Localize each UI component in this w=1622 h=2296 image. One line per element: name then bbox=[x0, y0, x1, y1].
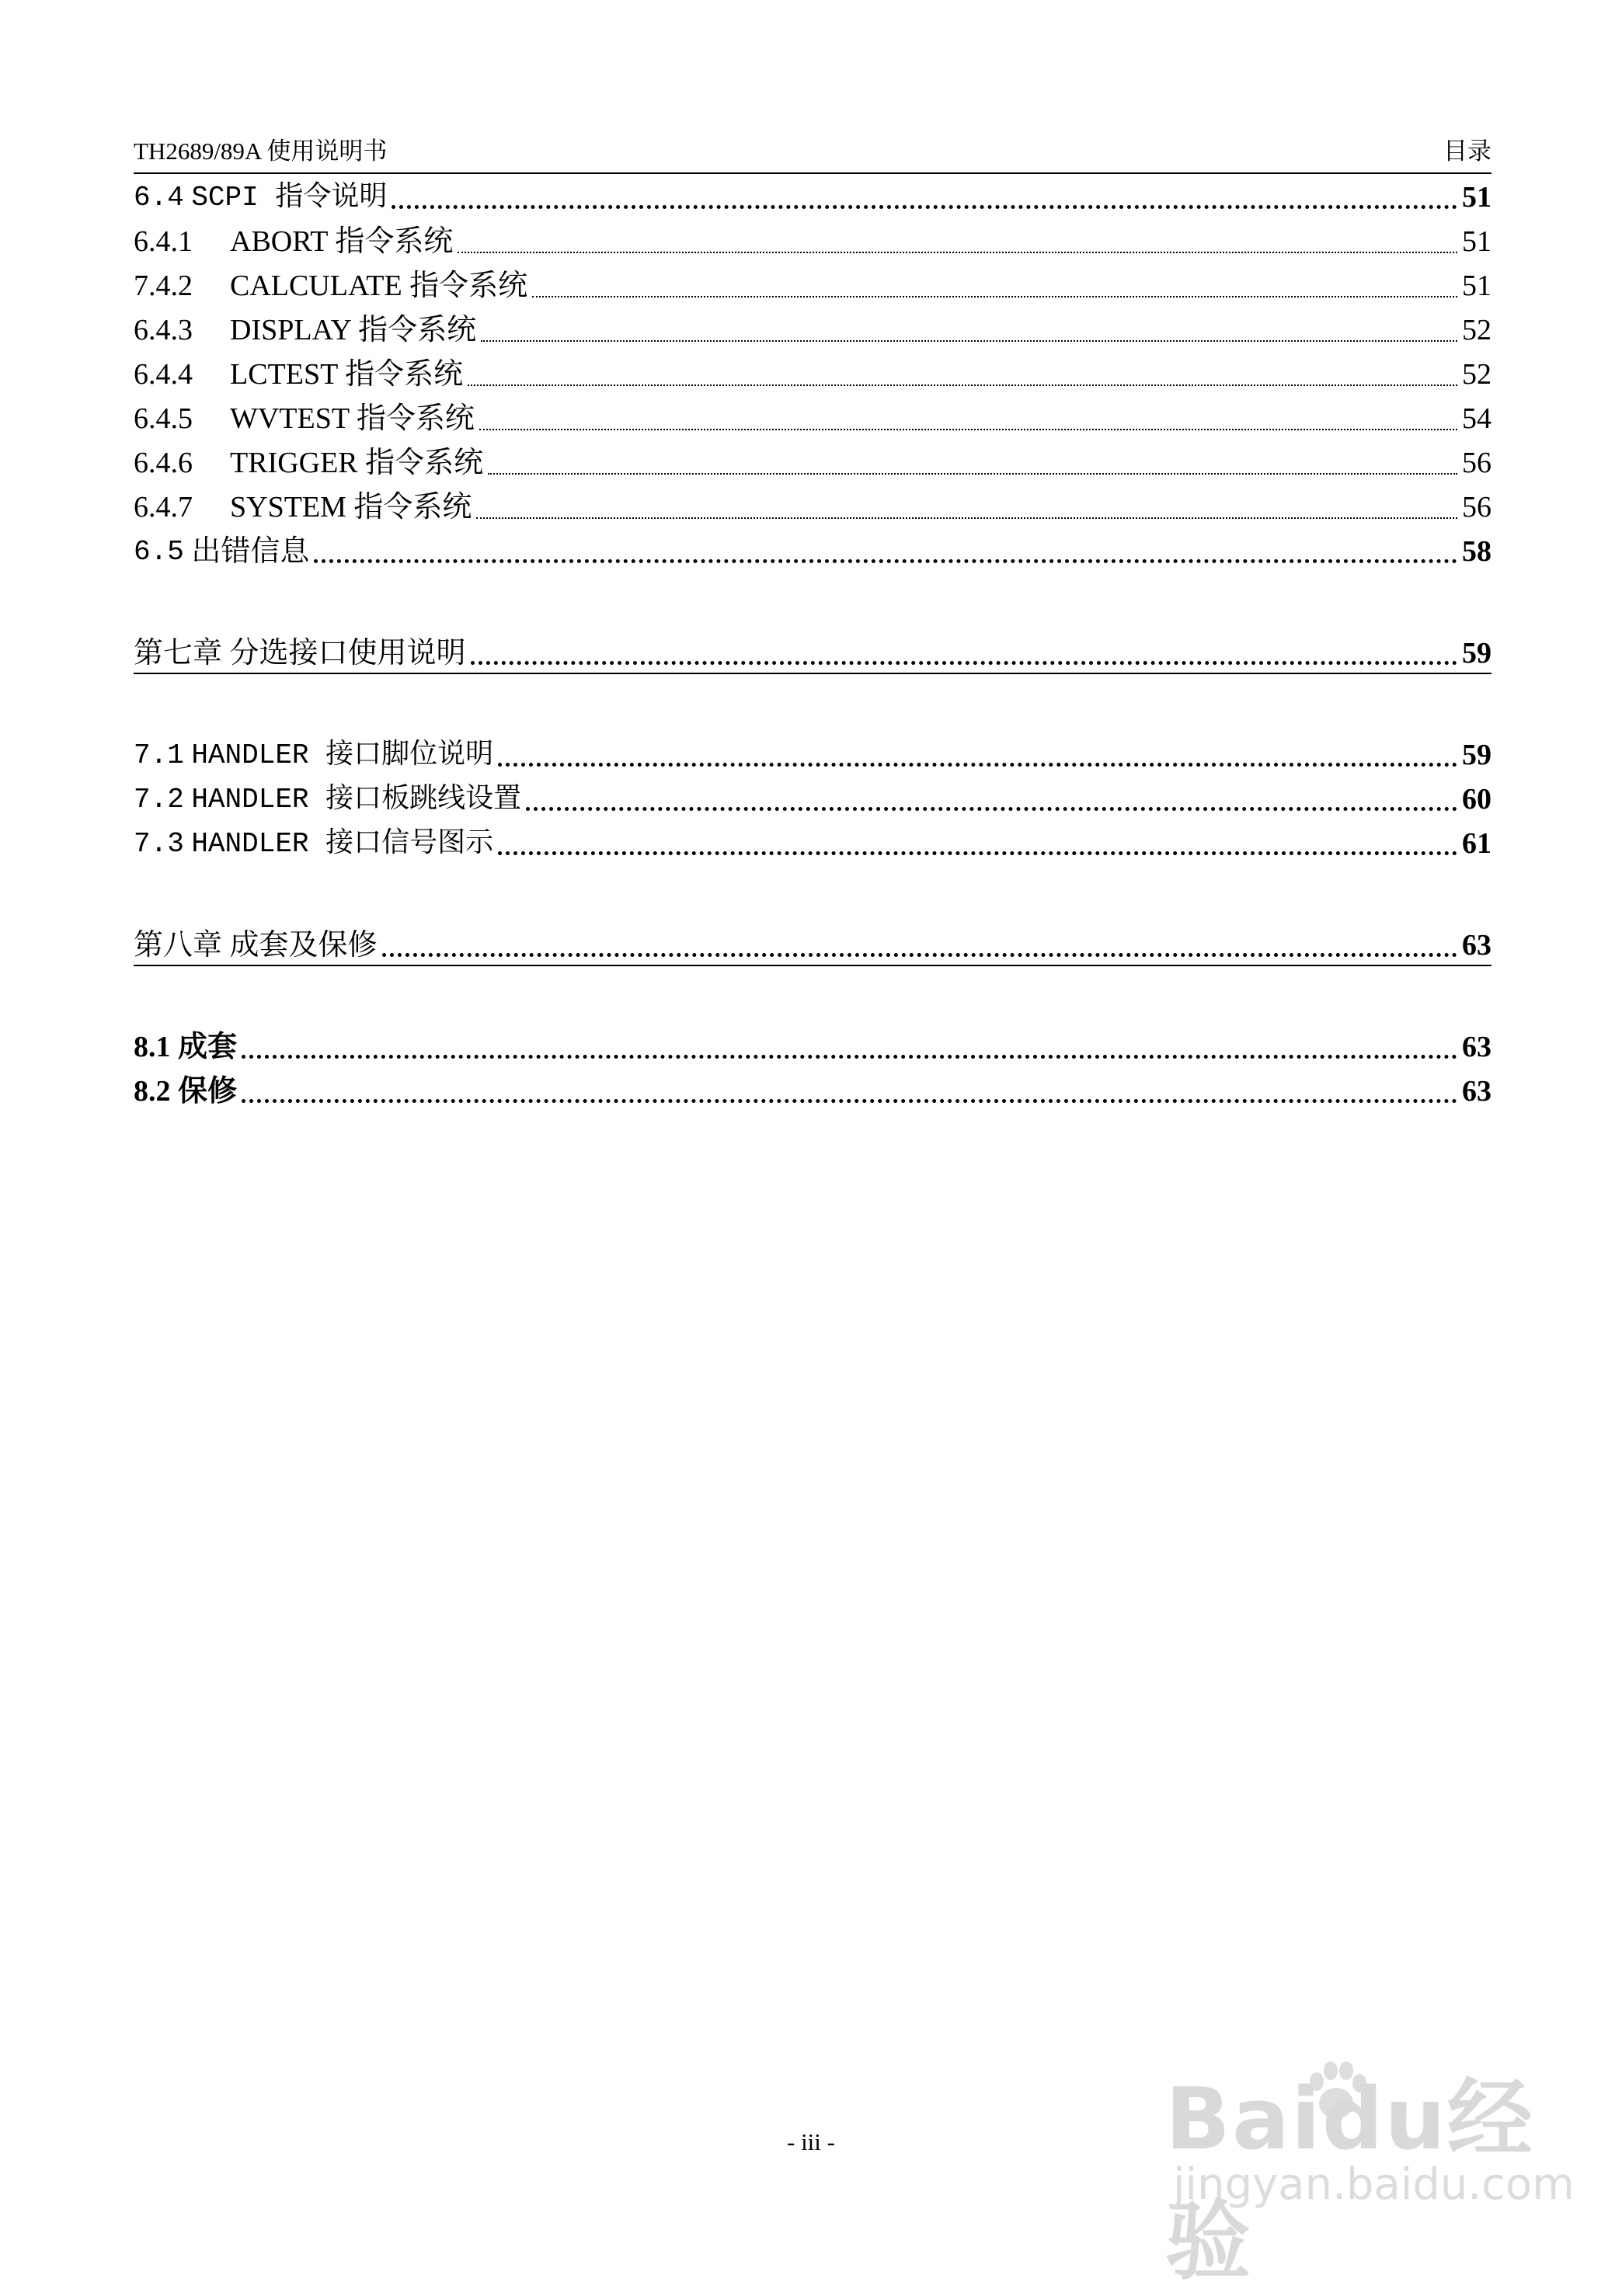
toc-chapter-7[interactable] bbox=[134, 631, 1491, 676]
watermark-logo: Baidu经验 bbox=[1165, 2069, 1534, 2291]
page-header bbox=[134, 130, 1491, 174]
toc-title: SYSTEM 指令系统 bbox=[230, 491, 472, 524]
section-gap bbox=[134, 574, 1491, 631]
toc-page: 63 bbox=[1462, 929, 1491, 962]
watermark-url: jingyan.baidu.com bbox=[1173, 2159, 1575, 2210]
toc-entry-7-2[interactable] bbox=[134, 778, 1491, 822]
toc-entry-6-4-1[interactable] bbox=[134, 220, 1491, 264]
toc-title: HANDLER 接口板跳线设置 bbox=[191, 784, 522, 816]
toc-title: 保修 bbox=[178, 1075, 238, 1108]
toc-number: 7.3 bbox=[134, 828, 184, 860]
toc-page: 51 bbox=[1462, 181, 1491, 214]
toc-title: 第七章 分选接口使用说明 bbox=[134, 637, 466, 670]
toc-leader bbox=[526, 807, 1457, 811]
toc-number: 7.1 bbox=[134, 739, 184, 771]
toc-leader bbox=[382, 953, 1457, 957]
toc-title: 成套 bbox=[178, 1031, 238, 1063]
toc-chapter-8[interactable] bbox=[134, 924, 1491, 968]
toc-number: 6.4.5 bbox=[134, 402, 193, 435]
toc-entry-6-4[interactable] bbox=[134, 176, 1491, 220]
toc-entry-6-4-4[interactable] bbox=[134, 353, 1491, 397]
toc-leader bbox=[242, 1099, 1457, 1103]
toc-leader bbox=[488, 473, 1457, 475]
toc-page: 54 bbox=[1462, 402, 1491, 435]
toc-leader bbox=[242, 1055, 1457, 1059]
toc-page: 61 bbox=[1462, 827, 1491, 860]
toc-leader bbox=[481, 340, 1457, 342]
toc-entry-6-4-3[interactable] bbox=[134, 308, 1491, 353]
toc-page: 63 bbox=[1462, 1075, 1491, 1108]
toc-title: DISPLAY 指令系统 bbox=[230, 314, 477, 346]
section-gap bbox=[134, 968, 1491, 1025]
toc-title: 出错信息 bbox=[191, 535, 310, 568]
toc-page: 56 bbox=[1462, 447, 1491, 479]
section-gap bbox=[134, 866, 1491, 924]
toc-page: 59 bbox=[1462, 637, 1491, 670]
toc-number: 6.5 bbox=[134, 536, 184, 568]
toc-number: 6.4.4 bbox=[134, 358, 193, 391]
toc-title: WVTEST 指令系统 bbox=[230, 402, 475, 435]
toc-leader bbox=[314, 559, 1457, 563]
toc-title: 第八章 成套及保修 bbox=[134, 929, 378, 962]
toc-entry-7-4-2[interactable] bbox=[134, 264, 1491, 308]
toc-title: SCPI 指令说明 bbox=[191, 182, 388, 214]
toc-number: 6.4.3 bbox=[134, 314, 193, 346]
page-number: - iii - bbox=[787, 2128, 835, 2155]
baidu-watermark bbox=[1157, 2051, 1575, 2291]
toc-page: 60 bbox=[1462, 783, 1491, 816]
toc-page: 58 bbox=[1462, 535, 1491, 568]
toc-number: 6.4.6 bbox=[134, 447, 193, 479]
toc-leader bbox=[479, 429, 1457, 430]
toc-page: 52 bbox=[1462, 314, 1491, 346]
toc-entry-7-1[interactable] bbox=[134, 733, 1491, 778]
toc-page: 51 bbox=[1462, 270, 1491, 302]
toc-number: 7.4.2 bbox=[134, 270, 193, 302]
table-of-contents bbox=[134, 176, 1491, 1114]
toc-leader bbox=[458, 252, 1457, 253]
toc-number: 6.4.1 bbox=[134, 225, 193, 258]
toc-title: HANDLER 接口脚位说明 bbox=[191, 739, 494, 771]
toc-page: 56 bbox=[1462, 491, 1491, 524]
toc-entry-8-2[interactable] bbox=[134, 1070, 1491, 1114]
toc-leader bbox=[392, 205, 1457, 209]
toc-entry-6-5[interactable] bbox=[134, 530, 1491, 574]
toc-number: 6.4 bbox=[134, 182, 184, 214]
toc-entry-6-4-7[interactable] bbox=[134, 485, 1491, 530]
toc-page: 51 bbox=[1462, 225, 1491, 258]
toc-number: 8.2 bbox=[134, 1075, 171, 1108]
toc-page: 63 bbox=[1462, 1031, 1491, 1063]
toc-leader bbox=[532, 296, 1457, 297]
section-gap bbox=[134, 676, 1491, 733]
toc-title: ABORT 指令系统 bbox=[230, 225, 454, 258]
toc-entry-6-4-6[interactable] bbox=[134, 441, 1491, 485]
toc-leader bbox=[498, 851, 1457, 855]
toc-title: LCTEST 指令系统 bbox=[230, 358, 464, 391]
toc-number: 6.4.7 bbox=[134, 491, 193, 524]
toc-entry-8-1[interactable] bbox=[134, 1025, 1491, 1070]
toc-title: CALCULATE 指令系统 bbox=[230, 270, 528, 302]
toc-entry-6-4-5[interactable] bbox=[134, 397, 1491, 441]
header-section: 目录 bbox=[1443, 137, 1491, 165]
toc-title: TRIGGER 指令系统 bbox=[230, 447, 484, 479]
toc-number: 7.2 bbox=[134, 784, 184, 816]
toc-leader bbox=[476, 517, 1457, 519]
toc-page: 59 bbox=[1462, 739, 1491, 771]
toc-leader bbox=[498, 763, 1457, 767]
toc-title: HANDLER 接口信号图示 bbox=[191, 828, 494, 860]
toc-leader bbox=[468, 384, 1457, 386]
toc-number: 8.1 bbox=[134, 1031, 171, 1063]
toc-leader bbox=[471, 661, 1457, 665]
header-doc-title: TH2689/89A 使用说明书 bbox=[134, 137, 388, 165]
toc-page: 52 bbox=[1462, 358, 1491, 391]
toc-entry-7-3[interactable] bbox=[134, 822, 1491, 866]
